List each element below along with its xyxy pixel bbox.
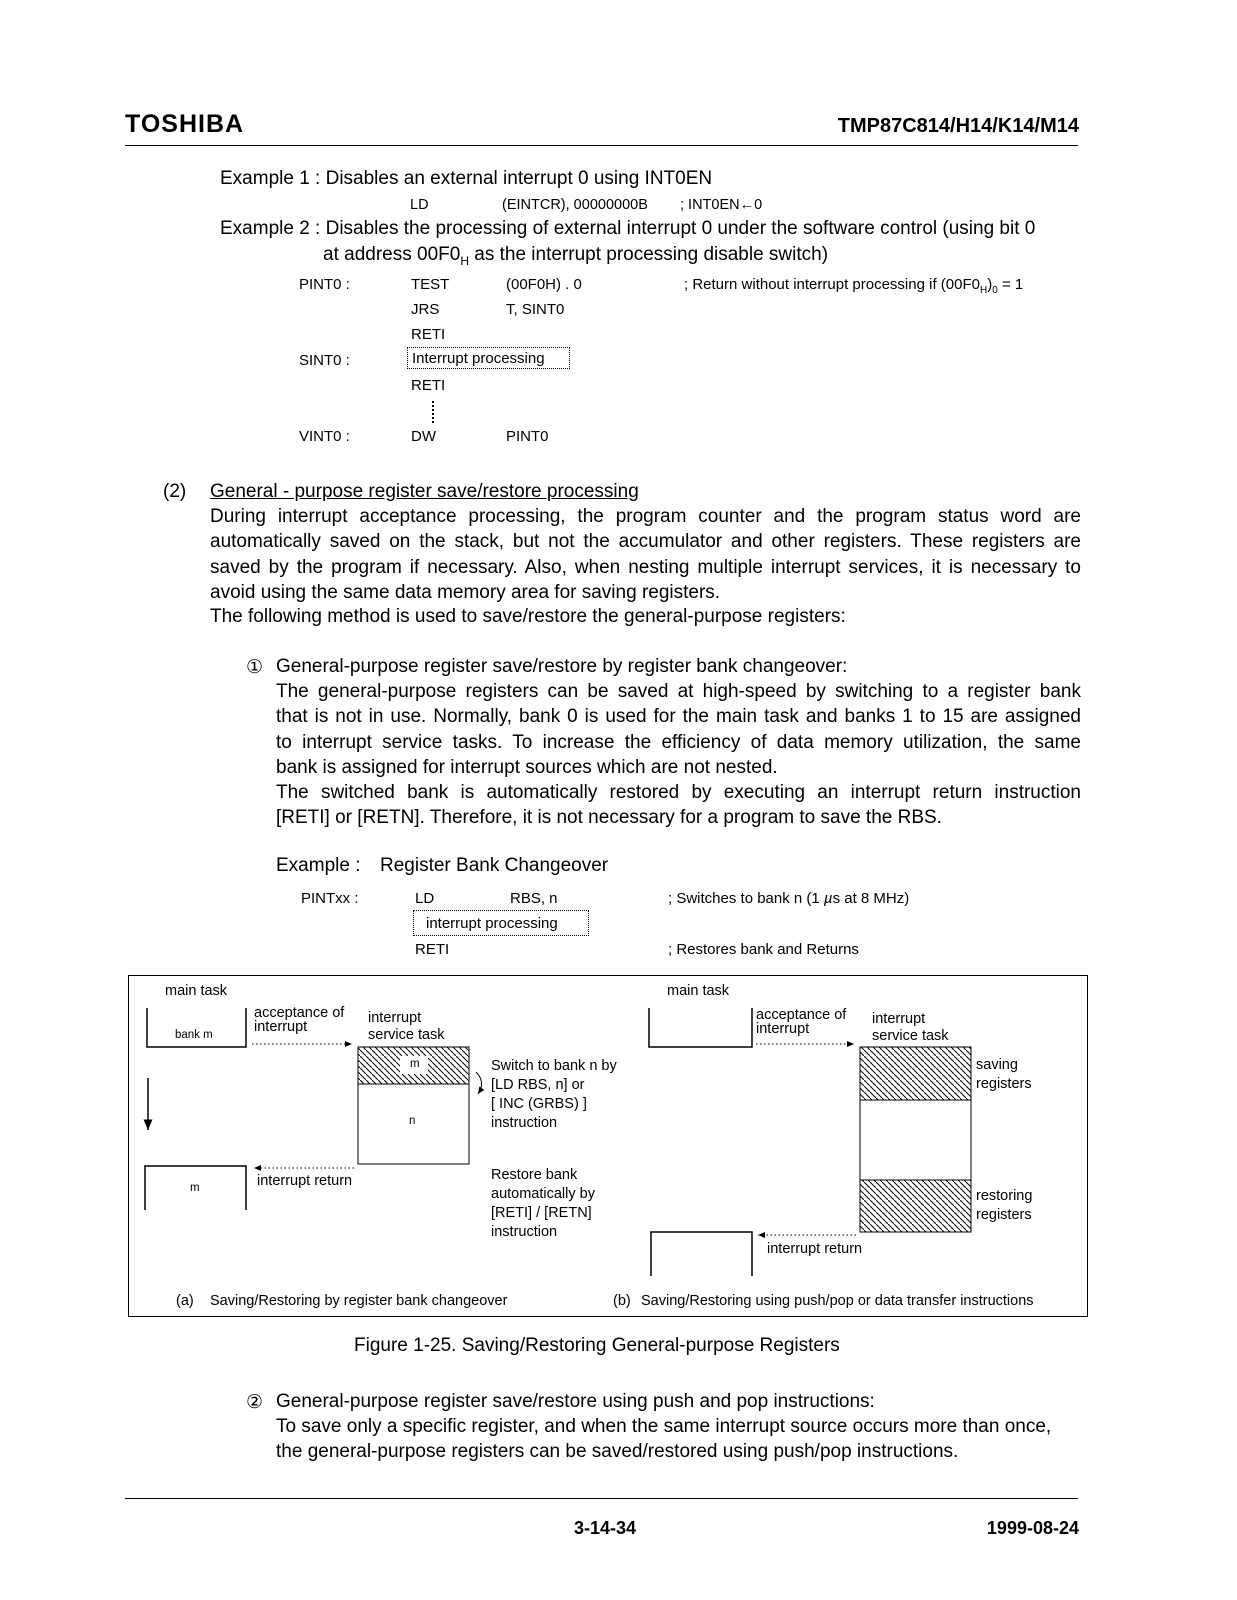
interrupt-processing-box: Interrupt processing bbox=[407, 347, 570, 369]
example1-op: LD bbox=[410, 197, 429, 213]
section-paragraph: During interrupt acceptance processing, the program counter and the program status word are automatically saved on the stack, but not the accumulator and other registers. These registers are saved by the program if necessary. Also, when nesting multiple interrupt services, it is necessary to avoid using the same data memory area for saving registers. bbox=[210, 506, 1081, 604]
brand-logo-text: TOSHIBA bbox=[125, 110, 245, 138]
fig-b-caption-tag: (b) bbox=[613, 1293, 631, 1309]
test-comment: ; Return without interrupt processing if $(00F0_H)_0 = 1$ bbox=[684, 276, 1024, 296]
fig-a-n: n bbox=[409, 1115, 416, 1127]
fig-b-saving: saving registers bbox=[976, 1057, 1032, 1092]
ld-operand: RBS, n bbox=[510, 890, 558, 907]
fig-b-acceptance: acceptance of interrupt bbox=[756, 1007, 847, 1037]
dw-op: DW bbox=[411, 428, 436, 445]
fig-a-bank-m: bank m bbox=[175, 1029, 213, 1041]
fig-b-main-task: main task bbox=[667, 983, 730, 999]
figure-title: Figure 1-25. Saving/Restoring General-purpose Registers bbox=[354, 1335, 840, 1356]
example1-title: Example 1 : Disables an external interrupt 0 using INT0EN bbox=[220, 168, 713, 189]
item2-marker: ② bbox=[246, 1392, 264, 1413]
fig-b-service: interrupt service task bbox=[872, 1011, 949, 1044]
pint0-label: PINT0 : bbox=[299, 276, 350, 293]
jrs-op: JRS bbox=[411, 301, 440, 318]
pintxx-label: PINTxx : bbox=[301, 890, 359, 907]
item1-paragraph: The general-purpose registers can be saved at high-speed by switching to a register bank that is not in use. Normally, bank 0 is used for the main task and banks 1 to 15 are assigned to interrupt service tasks. To increase the efficiency of data memory utilization, the same bank is assigned for interrupt sources which are not nested. bbox=[276, 681, 1081, 779]
panel-b-diagram bbox=[649, 1008, 971, 1276]
item1-paragraph-2: The switched bank is automatically restored by executing an interrupt return instruction [RETI] or [RETN]. Therefore, it is not necessary for a program to save the RBS. bbox=[276, 782, 1081, 829]
fig-a-m: m bbox=[410, 1058, 420, 1070]
item2-line1: To save only a specific register, and when the same interrupt source occurs more than once, bbox=[276, 1416, 1052, 1437]
reti2: RETI bbox=[411, 377, 446, 394]
part-number: TMP87C814/H14/K14/M14 bbox=[837, 115, 1079, 137]
vint0-label: VINT0 : bbox=[299, 428, 350, 445]
footer-rule bbox=[125, 1498, 1078, 1499]
saving-hatched bbox=[860, 1047, 971, 1100]
fig-a-main-task: main task bbox=[165, 983, 228, 999]
fig-a-acceptance: acceptance of interrupt bbox=[254, 1005, 345, 1035]
fig-a-m-bottom: m bbox=[190, 1182, 200, 1194]
example-label: Example : bbox=[276, 855, 361, 876]
section-heading: General - purpose register save/restore processing bbox=[210, 481, 639, 502]
fig-b-interrupt-return: interrupt return bbox=[767, 1241, 863, 1257]
reti-comment: ; Restores bank and Returns bbox=[668, 941, 859, 958]
reti3: RETI bbox=[415, 941, 450, 958]
dw-operand: PINT0 bbox=[506, 428, 549, 445]
restoring-hatched bbox=[860, 1180, 971, 1232]
fig-a-restore-text: Restore bank automatically by [RETI] / [RETN] instruction bbox=[491, 1167, 595, 1240]
main-task-box-b bbox=[649, 1008, 752, 1047]
service-box-b bbox=[860, 1100, 971, 1180]
example2-title-line1: Example 2 : Disables the processing of external interrupt 0 under the software control (using bit 0 bbox=[220, 218, 1036, 239]
jrs-operand: T, SINT0 bbox=[506, 301, 565, 318]
section-paragraph-2: The following method is used to save/restore the general-purpose registers: bbox=[210, 606, 846, 627]
example-title: Register Bank Changeover bbox=[380, 855, 609, 876]
test-operand: (00F0H) . 0 bbox=[506, 276, 582, 293]
item1-title: General-purpose register save/restore by register bank changeover: bbox=[276, 656, 848, 677]
fig-b-caption: Saving/Restoring using push/pop or data transfer instructions bbox=[641, 1293, 1034, 1309]
example1-operand: (EINTCR), 00000000B bbox=[502, 197, 648, 213]
main-task-return-box-b bbox=[651, 1232, 752, 1276]
example1-comment: ; INT0EN←0 bbox=[680, 197, 763, 213]
reti1: RETI bbox=[411, 326, 446, 343]
ld-op: LD bbox=[415, 890, 435, 907]
item1-marker: ① bbox=[246, 657, 264, 678]
sint0-label: SINT0 : bbox=[299, 352, 350, 369]
ld-comment: ; Switches to bank n (1 µs at 8 MHz) bbox=[668, 890, 910, 907]
item2-line2: the general-purpose registers can be saved/restored using push/pop instructions. bbox=[276, 1441, 959, 1462]
page-number: 3-14-34 bbox=[574, 1518, 637, 1538]
fig-a-interrupt-return: interrupt return bbox=[257, 1173, 353, 1189]
fig-a-caption-tag: (a) bbox=[176, 1293, 194, 1309]
document-date: 1999-08-24 bbox=[986, 1518, 1079, 1538]
fig-a-switch-text: Switch to bank n by [LD RBS, n] or [ INC (GRBS) ] instruction bbox=[491, 1058, 617, 1131]
fig-a-caption: Saving/Restoring by register bank changeover bbox=[210, 1293, 508, 1309]
bank-m-box bbox=[147, 1008, 246, 1047]
interrupt-processing-box-2: interrupt processing bbox=[413, 910, 589, 936]
section-number: (2) bbox=[163, 481, 187, 502]
switch-arrow bbox=[476, 1072, 482, 1094]
example2-title-line2: at address $00F0_H$ as the interrupt processing disable switch) bbox=[323, 244, 829, 268]
fig-a-service: interrupt service task bbox=[368, 1010, 445, 1043]
test-op: TEST bbox=[411, 276, 450, 293]
item2-title: General-purpose register save/restore using push and pop instructions: bbox=[276, 1391, 875, 1412]
fig-b-restoring: restoring registers bbox=[976, 1188, 1033, 1223]
